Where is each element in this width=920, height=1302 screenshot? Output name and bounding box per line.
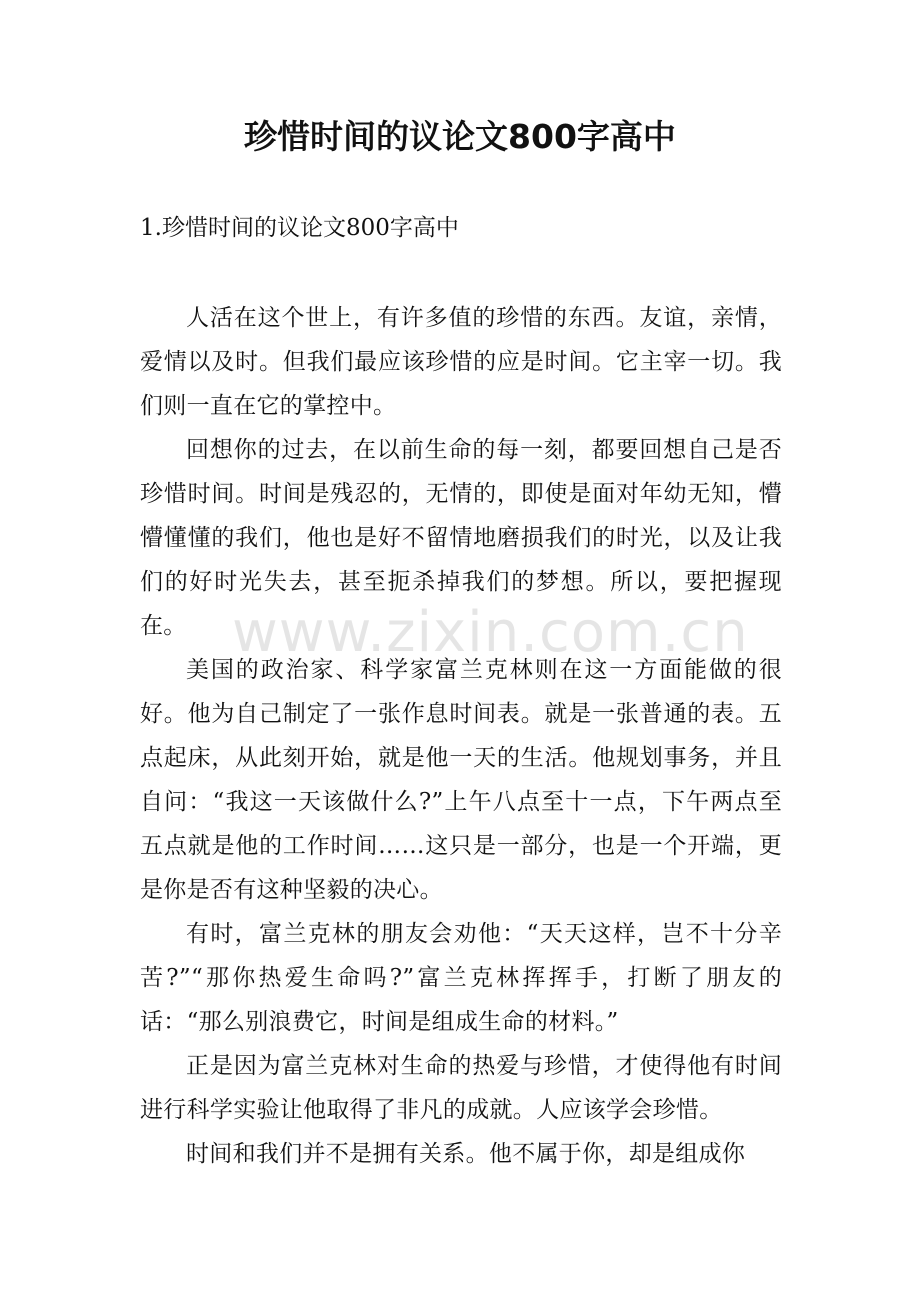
watermark-text: www.zixin.com.cn (232, 600, 749, 665)
section-heading: 1.珍惜时间的议论文800字高中 (140, 215, 459, 241)
paragraph: 有时，富兰克林的朋友会劝他：“天天这样，岂不十分辛苦?”“那你热爱生命吗?”富兰克林挥挥手，打断了朋友的话：“那么别浪费它，时间是组成生命的材料。” (140, 921, 782, 1035)
document-title: 珍惜时间的议论文800字高中 (244, 117, 676, 156)
paragraph: 正是因为富兰克林对生命的热爱与珍惜，才使得他有时间进行科学实验让他取得了非凡的成就。人应该学会珍惜。 (140, 1053, 782, 1123)
paragraph: 美国的政治家、科学家富兰克林则在这一方面能做的很好。他为自己制定了一张作息时间表。就是一张普通的表。五点起床，从此刻开始，就是他一天的生活。他规划事务，并且自问：“我这一天该做什么?”上午八点至十一点，下午两点至五点就是他的工作时间……这只是一部分，也是一个开端，更是你是否有这种坚毅的决心。 (140, 657, 782, 903)
paragraph: 回想你的过去，在以前生命的每一刻，都要回想自己是否珍惜时间。时间是残忍的，无情的，即使是面对年幼无知，懵懵懂懂的我们，他也是好不留情地磨损我们的时光，以及让我们的好时光失去，甚至扼杀掉我们的梦想。所以，要把握现在。 (140, 437, 782, 639)
paragraph: 人活在这个世上，有许多值的珍惜的东西。友谊，亲情，爱情以及时。但我们最应该珍惜的应是时间。它主宰一切。我们则一直在它的掌控中。 (140, 305, 782, 419)
body-text (140, 296, 782, 1176)
paragraph: 时间和我们并不是拥有关系。他不属于你，却是组成你 (186, 1141, 746, 1167)
